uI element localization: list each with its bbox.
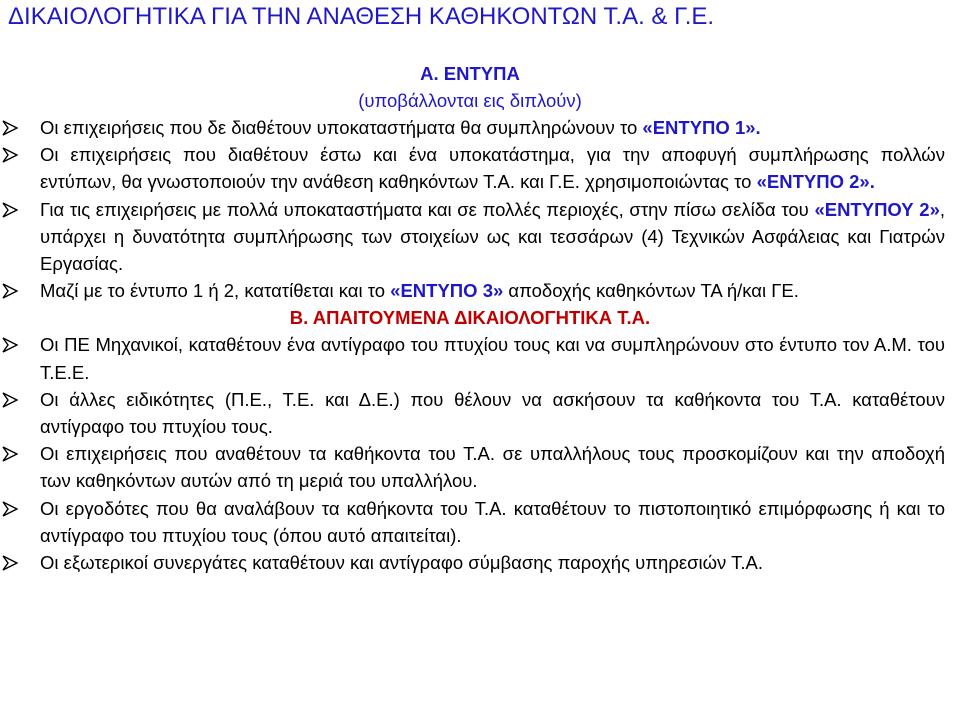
section-b-list [0, 331, 960, 576]
list-item-text: αποδοχής καθηκόντων ΤΑ ή/και ΓΕ. [503, 280, 799, 302]
list-item-text: Μαζί με το έντυπο 1 ή 2, κατατίθεται και το [40, 280, 391, 302]
form-reference: «ΕΝΤΥΠΟ 1». [642, 117, 761, 138]
section-a-list [0, 114, 960, 304]
list-item [0, 549, 960, 576]
form-reference: «ΕΝΤΥΠΟΥ 2» [814, 198, 940, 220]
list-item-text: Οι εξωτερικοί συνεργάτες καταθέτουν και αντίγραφο σύμβασης παροχής υπηρεσιών Τ.Α. [40, 552, 763, 574]
arrowhead-bullet-icon [2, 386, 24, 413]
list-item-text: Οι ΠΕ Μηχανικοί, καταθέτουν ένα αντίγραφο του πτυχίου τους και να συμπληρώνουν στο έντυπο τον Α.Μ. του Τ.Ε.Ε. [40, 334, 945, 383]
arrowhead-bullet-icon [2, 196, 24, 223]
list-item [0, 141, 960, 195]
list-item-text: Οι επιχειρήσεις που δε διαθέτουν υποκαταστήματα θα συμπληρώνουν το [40, 117, 643, 138]
list-item-text: Οι επιχειρήσεις που διαθέτουν έστω και ένα υποκατάστημα, για την αποφυγή συμπλήρωσης πολλών εντύπων, θα γνωστοποιούν την ανάθεση καθηκόντων Τ.Α. και Γ.Ε. χρησιμοποιώντας το [40, 144, 945, 193]
list-item-text: Οι εργοδότες που θα αναλάβουν τα καθήκοντα του Τ.Α. καταθέτουν το πιστοποιητικό επιμόρφωσης ή και το αντίγραφο του πτυχίου τους (όπου αυτό απαιτείται). [40, 497, 945, 546]
arrowhead-bullet-icon [2, 141, 24, 168]
arrowhead-bullet-icon [2, 549, 24, 576]
arrowhead-bullet-icon [2, 440, 24, 467]
list-item-text: Για τις επιχειρήσεις με πολλά υποκαταστήματα και σε πολλές περιοχές, στην πίσω σελίδα του [40, 198, 815, 220]
list-item-text: Οι άλλες ειδικότητες (Π.Ε., Τ.Ε. και Δ.Ε.) που θέλουν να ασκήσουν τα καθήκοντα του Τ.Α. καταθέτουν αντίγραφο του πτυχίου τους. [40, 388, 945, 438]
list-item [0, 386, 960, 440]
arrowhead-bullet-icon [2, 331, 24, 358]
list-item-text: Οι επιχειρήσεις που αναθέτουν τα καθήκοντα του Τ.Α. σε υπαλλήλους τους προσκομίζουν και την αποδοχή των καθηκόντων αυτών από τη μεριά του υπαλλήλου. [40, 443, 945, 492]
section-a-subheading: (υποβάλλονται εις διπλούν) [358, 90, 582, 111]
list-item-text: , υπάρχει η δυνατότητα συμπλήρωσης των στοιχείων ως και τεσσάρων (4) Τεχνικών Ασφάλειας και Γιατρών Εργασίας. [40, 198, 945, 275]
list-item [0, 196, 960, 278]
page-title: ΔΙΚΑΙΟΛΟΓΗΤΙΚΑ ΓΙΑ ΤΗΝ ΑΝΑΘΕΣΗ ΚΑΘΗΚΟΝΤΩΝ Τ.Α. & Γ.Ε. [8, 3, 715, 30]
form-reference: «ΕΝΤΥΠΟ 2». [756, 171, 875, 193]
list-item [0, 440, 960, 494]
section-b-heading: Β. ΑΠΑΙΤΟΥΜΕΝΑ ΔΙΚΑΙΟΛΟΓΗΤΙΚΑ Τ.Α. [289, 307, 651, 329]
list-item [0, 331, 960, 385]
document-body [0, 60, 960, 576]
list-item [0, 495, 960, 549]
section-a-heading: Α. ΕΝΤΥΠΑ [420, 63, 520, 84]
arrowhead-bullet-icon [2, 277, 24, 304]
list-item [0, 114, 960, 141]
list-item [0, 277, 960, 304]
arrowhead-bullet-icon [2, 114, 24, 141]
arrowhead-bullet-icon [2, 495, 24, 522]
form-reference: «ΕΝΤΥΠΟ 3» [390, 280, 504, 302]
